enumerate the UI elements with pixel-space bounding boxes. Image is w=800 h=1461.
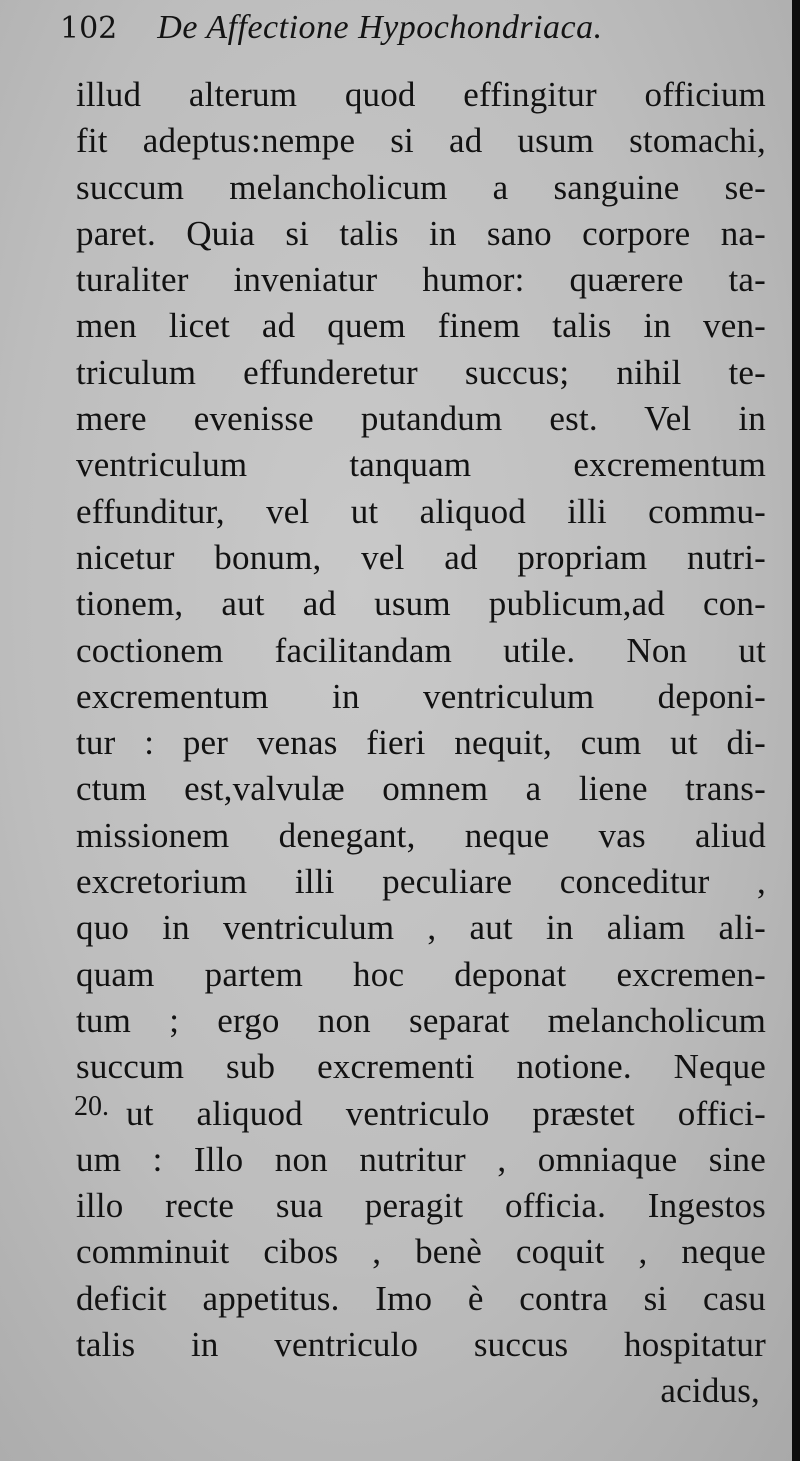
text-line: fit adeptus:nempe si ad usum stomachi, bbox=[76, 121, 766, 161]
text-line: ut aliquod ventriculo præstet offici- bbox=[126, 1093, 766, 1133]
text-line: quam partem hoc deponat excremen- bbox=[76, 954, 766, 994]
text-line: succum melancholicum a sanguine se- bbox=[76, 167, 766, 207]
text-line: succum sub excrementi notione. Neque bbox=[76, 1047, 766, 1087]
text-line: comminuit cibos , benè coquit , neque bbox=[76, 1232, 766, 1272]
text-line: um : Illo non nutritur , omniaque sine bbox=[76, 1139, 766, 1179]
text-line: tionem, aut ad usum publicum,ad con- bbox=[76, 584, 766, 624]
line-number-note: 20. bbox=[74, 1091, 109, 1122]
text-line: tur : per venas fieri nequit, cum ut di- bbox=[76, 723, 766, 763]
text-line: coctionem facilitandam utile. Non ut bbox=[76, 630, 766, 670]
text-line: effunditur, vel ut aliquod illi commu- bbox=[76, 491, 766, 531]
running-head bbox=[60, 6, 760, 50]
text-line: mere evenisse putandum est. Vel in bbox=[76, 399, 766, 439]
text-line: tum ; ergo non separat melancholicum bbox=[76, 1000, 766, 1040]
text-line: triculum effunderetur succus; nihil te- bbox=[76, 352, 766, 392]
text-line: ventriculum tanquam excrementum bbox=[76, 445, 766, 485]
page-number: 102 bbox=[60, 10, 118, 46]
text-line: nicetur bonum, vel ad propriam nutri- bbox=[76, 537, 766, 577]
text-line: excrementum in ventriculum deponi- bbox=[76, 676, 766, 716]
running-title: De Affectione Hypochondriaca. bbox=[157, 9, 603, 46]
page-edge-shadow bbox=[792, 0, 800, 1461]
text-line: talis in ventriculo succus hospitatur bbox=[76, 1325, 766, 1365]
text-line: ctum est,valvulæ omnem a liene trans- bbox=[76, 769, 766, 809]
text-line: illo recte sua peragit officia. Ingestos bbox=[76, 1186, 766, 1226]
body-text bbox=[76, 72, 766, 1415]
text-line: men licet ad quem finem talis in ven- bbox=[76, 306, 766, 346]
catchword: acidus, bbox=[660, 1371, 760, 1411]
text-line: excretorium illi peculiare conceditur , bbox=[76, 862, 766, 902]
text-line: missionem denegant, neque vas aliud bbox=[76, 815, 766, 855]
text-line: illud alterum quod effingitur officium bbox=[76, 75, 766, 114]
text-line: paret. Quia si talis in sano corpore na- bbox=[76, 213, 766, 253]
text-line: deficit appetitus. Imo è contra si casu bbox=[76, 1278, 766, 1318]
text-line: turaliter inveniatur humor: quærere ta- bbox=[76, 260, 766, 300]
text-line: quo in ventriculum , aut in aliam ali- bbox=[76, 908, 766, 948]
